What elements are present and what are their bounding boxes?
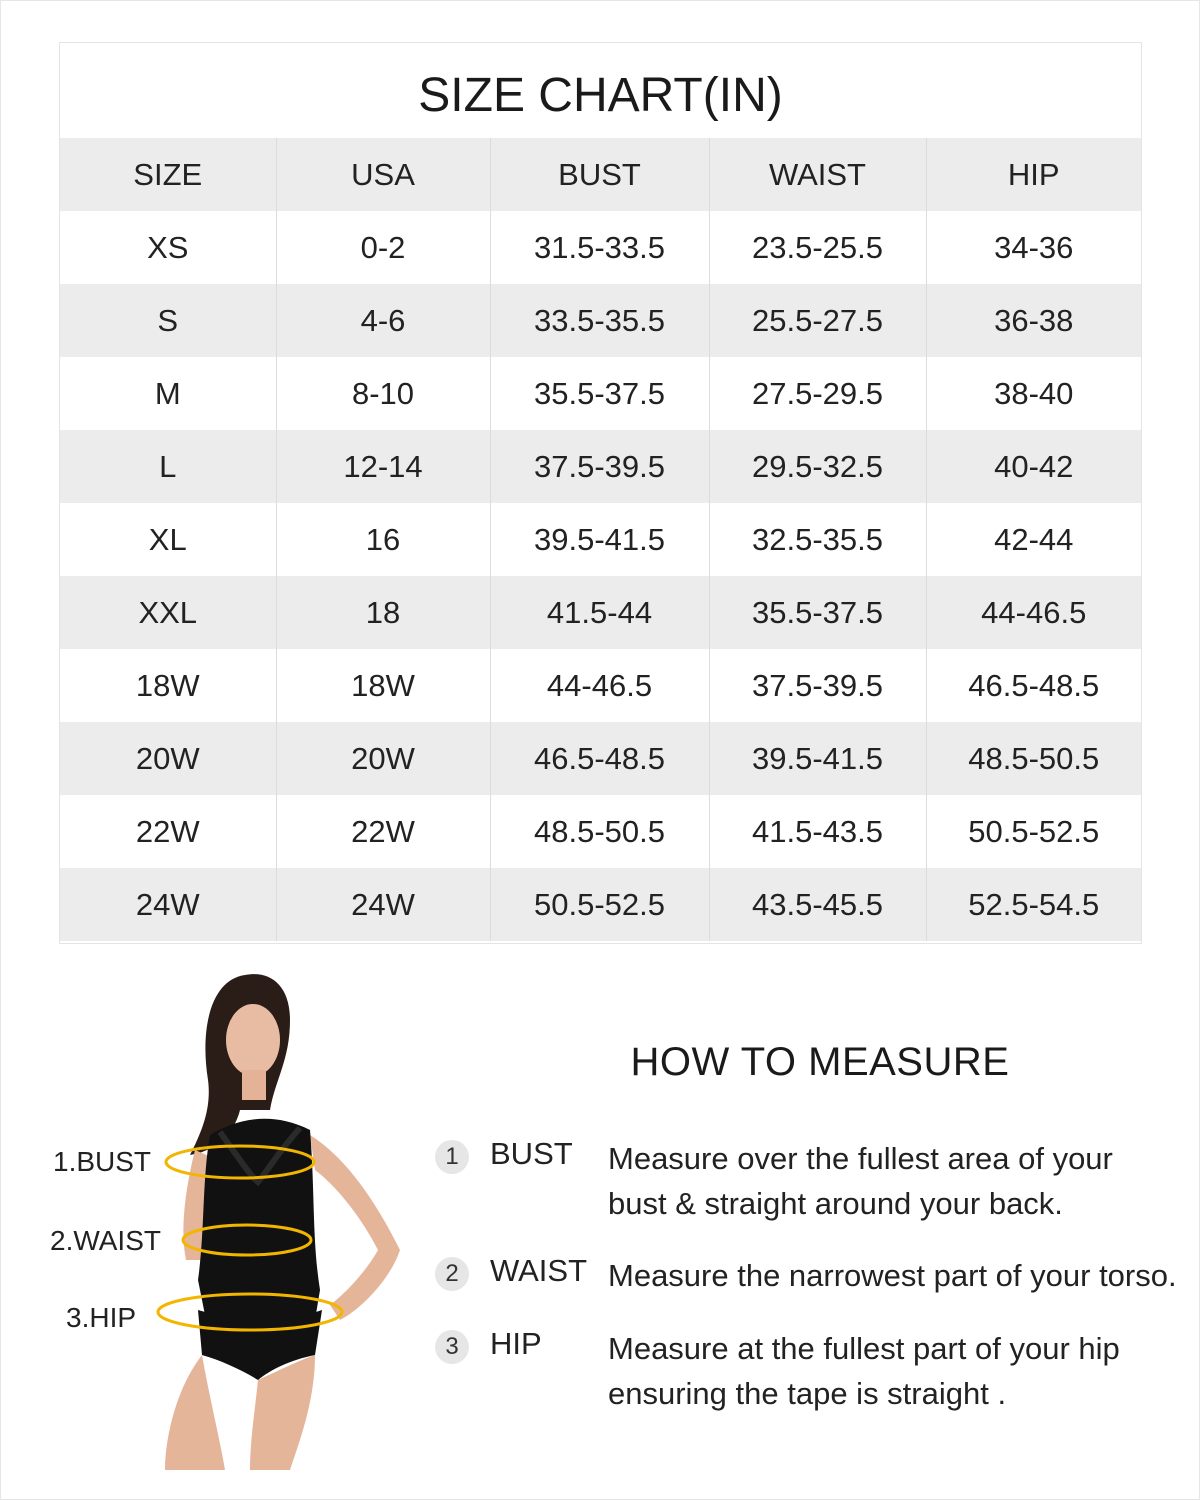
bust-label: 1.BUST (53, 1146, 152, 1177)
cell-hip: 40-42 (926, 430, 1141, 503)
table-row (60, 211, 1141, 284)
cell-waist: 37.5-39.5 (709, 649, 926, 722)
cell-bust: 33.5-35.5 (490, 284, 709, 357)
cell-hip: 46.5-48.5 (926, 649, 1141, 722)
cell-bust: 31.5-33.5 (490, 211, 709, 284)
cell-usa: 0-2 (276, 211, 490, 284)
cell-bust: 48.5-50.5 (490, 795, 709, 868)
size-table (60, 138, 1141, 941)
step-name: BUST (490, 1136, 573, 1171)
cell-usa: 12-14 (276, 430, 490, 503)
cell-size: XXL (60, 576, 276, 649)
column-header-hip: HIP (926, 138, 1141, 211)
step-description-line: bust & straight around your back. (608, 1186, 1063, 1221)
cell-size: M (60, 357, 276, 430)
table-row (60, 868, 1141, 941)
cell-usa: 18 (276, 576, 490, 649)
cell-size: XL (60, 503, 276, 576)
cell-hip: 52.5-54.5 (926, 868, 1141, 941)
step-number-badge: 3 (435, 1330, 469, 1364)
step-description-line: ensuring the tape is straight . (608, 1376, 1007, 1411)
cell-usa: 8-10 (276, 357, 490, 430)
cell-hip: 38-40 (926, 357, 1141, 430)
step-number-badge: 2 (435, 1257, 469, 1291)
model-illustration (150, 960, 420, 1470)
cell-size: L (60, 430, 276, 503)
table-row (60, 722, 1141, 795)
table-row (60, 503, 1141, 576)
cell-bust: 37.5-39.5 (490, 430, 709, 503)
cell-size: 22W (60, 795, 276, 868)
cell-size: S (60, 284, 276, 357)
cell-size: 18W (60, 649, 276, 722)
table-row (60, 795, 1141, 868)
cell-bust: 50.5-52.5 (490, 868, 709, 941)
column-header-bust: BUST (490, 138, 709, 211)
table-row (60, 284, 1141, 357)
cell-hip: 44-46.5 (926, 576, 1141, 649)
cell-size: XS (60, 211, 276, 284)
step-description (608, 1326, 1198, 1416)
cell-usa: 16 (276, 503, 490, 576)
cell-hip: 50.5-52.5 (926, 795, 1141, 868)
table-header-row (60, 138, 1141, 211)
cell-usa: 4-6 (276, 284, 490, 357)
cell-size: 20W (60, 722, 276, 795)
cell-usa: 22W (276, 795, 490, 868)
step-description (608, 1253, 1198, 1298)
column-header-waist: WAIST (709, 138, 926, 211)
column-header-usa: USA (276, 138, 490, 211)
cell-waist: 35.5-37.5 (709, 576, 926, 649)
table-row (60, 357, 1141, 430)
size-chart (59, 42, 1142, 944)
step-description-line: Measure over the fullest area of your (608, 1141, 1113, 1176)
step-description (608, 1136, 1198, 1226)
cell-hip: 42-44 (926, 503, 1141, 576)
waist-label: 2.WAIST (50, 1225, 161, 1256)
cell-size: 24W (60, 868, 276, 941)
model-figure (150, 960, 420, 1470)
step-name: WAIST (490, 1253, 588, 1288)
cell-waist: 43.5-45.5 (709, 868, 926, 941)
cell-waist: 23.5-25.5 (709, 211, 926, 284)
step-description-line: Measure at the fullest part of your hip (608, 1331, 1120, 1366)
cell-waist: 27.5-29.5 (709, 357, 926, 430)
step-name: HIP (490, 1326, 542, 1361)
cell-hip: 34-36 (926, 211, 1141, 284)
cell-usa: 24W (276, 868, 490, 941)
cell-hip: 36-38 (926, 284, 1141, 357)
cell-hip: 48.5-50.5 (926, 722, 1141, 795)
hip-label: 3.HIP (66, 1302, 137, 1333)
cell-usa: 18W (276, 649, 490, 722)
table-row (60, 430, 1141, 503)
table-row (60, 649, 1141, 722)
cell-waist: 25.5-27.5 (709, 284, 926, 357)
cell-waist: 29.5-32.5 (709, 430, 926, 503)
table-row (60, 576, 1141, 649)
cell-waist: 39.5-41.5 (709, 722, 926, 795)
cell-waist: 41.5-43.5 (709, 795, 926, 868)
cell-bust: 41.5-44 (490, 576, 709, 649)
step-description-line: Measure the narrowest part of your torso. (608, 1258, 1177, 1293)
column-header-size: SIZE (60, 138, 276, 211)
step-number-badge: 1 (435, 1140, 469, 1174)
cell-usa: 20W (276, 722, 490, 795)
cell-bust: 46.5-48.5 (490, 722, 709, 795)
cell-bust: 39.5-41.5 (490, 503, 709, 576)
cell-waist: 32.5-35.5 (709, 503, 926, 576)
cell-bust: 35.5-37.5 (490, 357, 709, 430)
how-to-measure-title: HOW TO MEASURE (630, 1040, 1010, 1084)
cell-bust: 44-46.5 (490, 649, 709, 722)
chart-title: SIZE CHART(IN) (418, 69, 783, 122)
